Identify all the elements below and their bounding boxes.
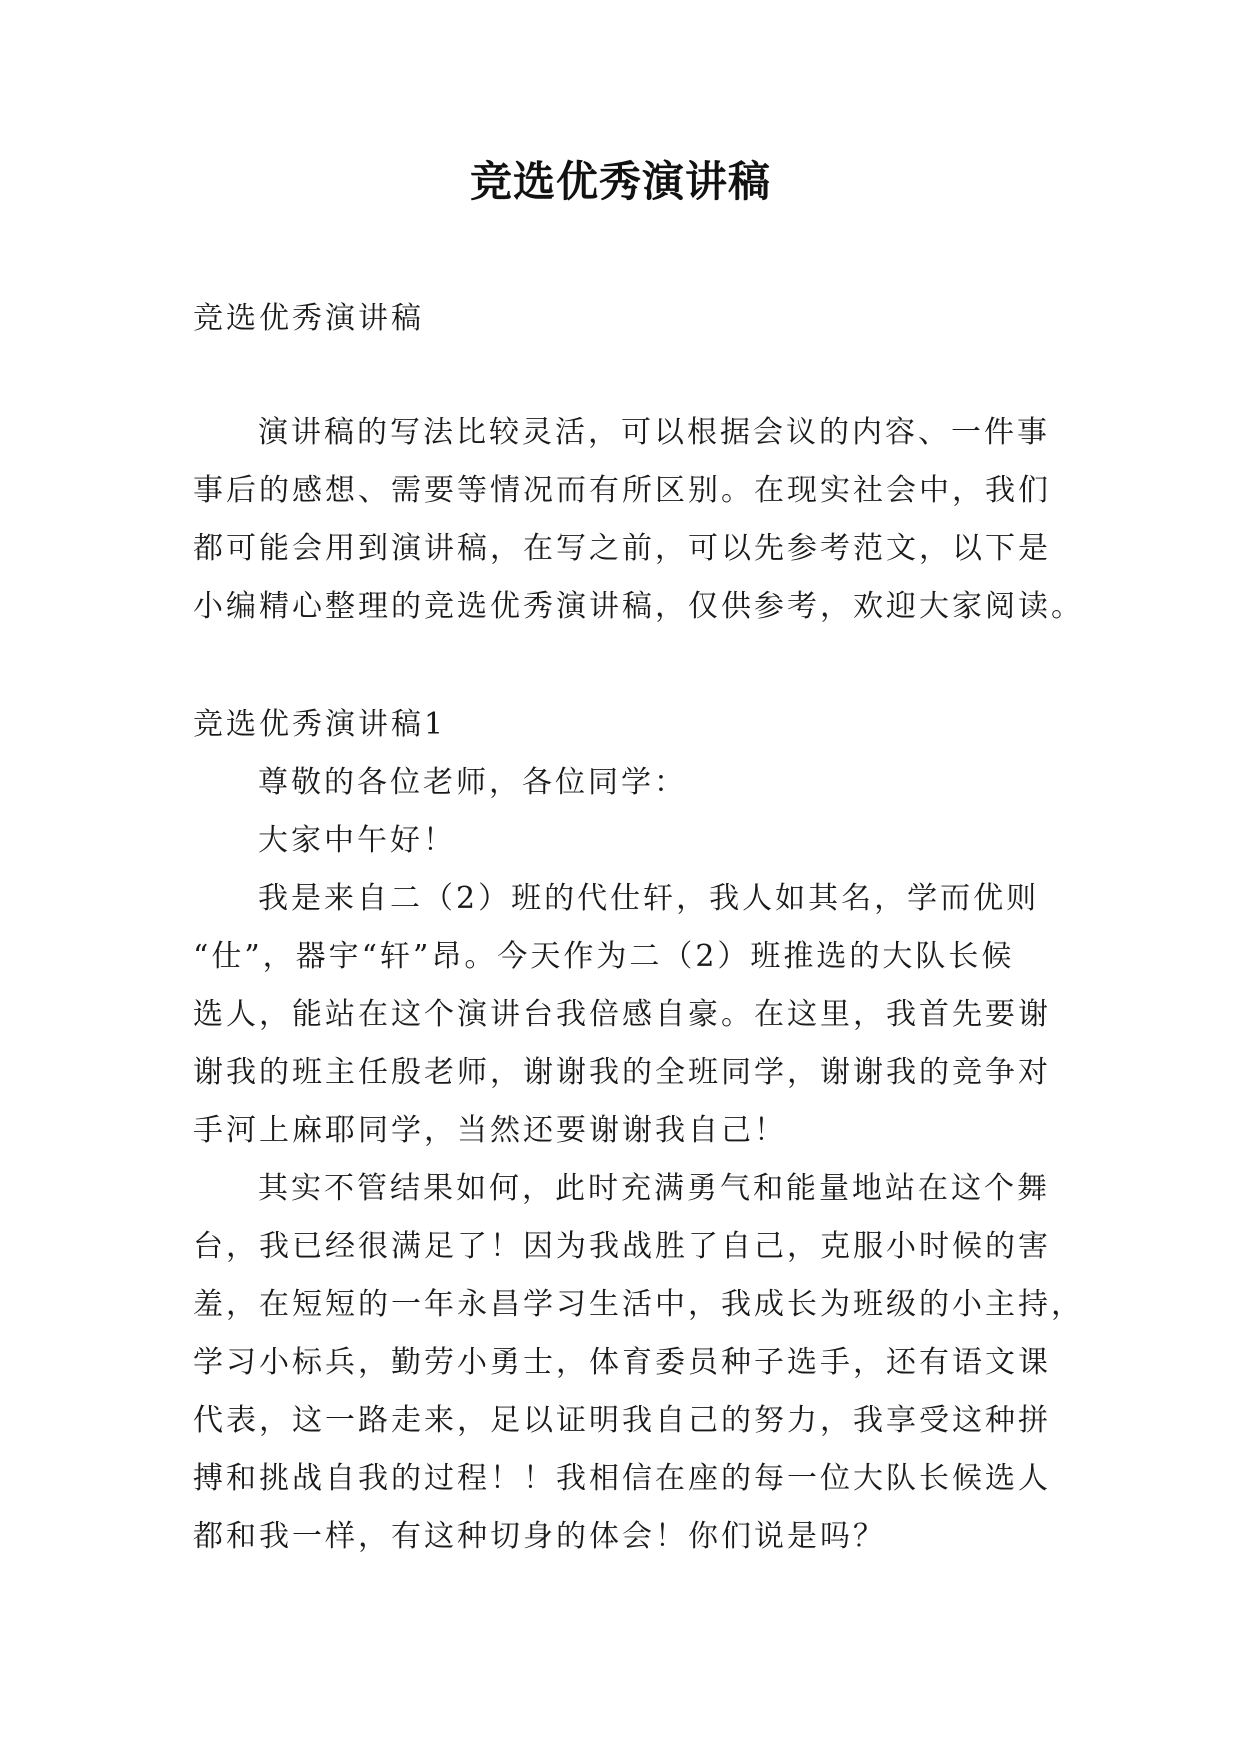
- salutation-line: 大家中午好！: [258, 823, 456, 858]
- paragraph-line: 代表，这一路走来，足以证明我自己的努力，我享受这种拼: [193, 1403, 1051, 1438]
- intro-line: 小编精心整理的竞选优秀演讲稿，仅供参考，欢迎大家阅读。: [193, 589, 1084, 624]
- paragraph-line: 都和我一样，有这种切身的体会！你们说是吗？: [193, 1519, 886, 1554]
- paragraph-line: 我是来自二（2）班的代仕轩，我人如其名，学而优则: [258, 881, 1040, 916]
- intro-paragraph: [193, 404, 1084, 636]
- intro-line: 都可能会用到演讲稿，在写之前，可以先参考范文，以下是: [193, 531, 1051, 566]
- paragraph-line: 羞，在短短的一年永昌学习生活中，我成长为班级的小主持，: [193, 1287, 1084, 1322]
- paragraph-line: “仕”，器宇“轩”昂。今天作为二（2）班推选的大队长候: [193, 939, 1015, 974]
- greeting-line: 尊敬的各位老师，各位同学：: [258, 765, 687, 800]
- section-heading: 竞选优秀演讲稿1: [193, 707, 447, 742]
- intro-line: 演讲稿的写法比较灵活，可以根据会议的内容、一件事: [258, 415, 1050, 450]
- subtitle-line: 竞选优秀演讲稿: [193, 301, 424, 336]
- paragraph-line: 台，我已经很满足了！因为我战胜了自己，克服小时候的害: [193, 1229, 1051, 1264]
- intro-line: 事后的感想、需要等情况而有所区别。在现实社会中，我们: [193, 473, 1051, 508]
- paragraph-line: 学习小标兵，勤劳小勇士，体育委员种子选手，还有语文课: [193, 1345, 1051, 1380]
- paragraph-line: 搏和挑战自我的过程！！我相信在座的每一位大队长候选人: [193, 1461, 1051, 1496]
- paragraph-line: 谢我的班主任殷老师，谢谢我的全班同学，谢谢我的竞争对: [193, 1055, 1051, 1090]
- document-subtitle: [193, 290, 1058, 348]
- document-title: 竞选优秀演讲稿: [469, 157, 771, 206]
- paragraph-line: 手河上麻耶同学，当然还要谢谢我自己！: [193, 1113, 787, 1148]
- paragraph-line: 选人，能站在这个演讲台我倍感自豪。在这里，我首先要谢: [193, 997, 1051, 1032]
- section-1: [193, 696, 1084, 1566]
- paragraph-line: 其实不管结果如何，此时充满勇气和能量地站在这个舞: [258, 1171, 1050, 1206]
